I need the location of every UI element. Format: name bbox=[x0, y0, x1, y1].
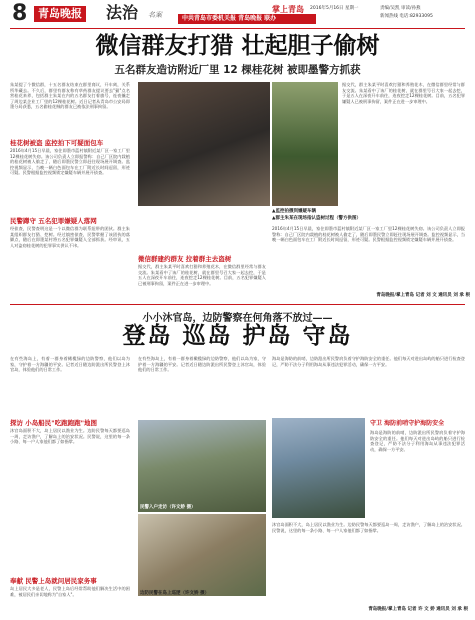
feature-headline: 登岛 巡岛 护岛 守岛 bbox=[122, 323, 353, 349]
lead-subhead-3: 微信群建约群友 拉着群主去盗树 bbox=[138, 255, 232, 263]
lead-paragraph-1: 2016年4月15日早晨，家住即墨市蓝村镇附近某厂区一家工厂里12棵桂花树失窃。该公司负责人立即报警称：自己厂区院内栽植的桂花树被人偷走了，随后即墨民警立即赶往现场展开调查。监控视频显示，当晚一辆白色面包车在工厂附近长时间逗留，形迹可疑。民警根据监控视频锁定嫌疑车辆并展开侦查。 bbox=[10, 148, 130, 176]
feature-subhead-3: 奉献 民警上岛就问居民家务事 bbox=[10, 577, 97, 585]
feature-photo-caption-2: 边防民警在岛上巡逻（许文娇 摄） bbox=[140, 591, 210, 596]
lead-byline: 青岛晚报/掌上青岛 记者 刘 文 通讯员 刘 承 根 bbox=[376, 293, 470, 298]
lead-intro: 朱某提了个微信群，十五名群友结束在群里商议，开车离，关系所华藏去。不久后，群里有群友称有草药群友提议要去"猫"点名营桂花来养，包括群主朱某在内的五名群友打着旗号，连夜撬走了周边某企业工厂里的12棵桂花树。近日记者从青岛市公安局即墨分局获悉，五名偷桂花贼的群友已被依法刑事拘留。 bbox=[10, 82, 130, 110]
masthead bbox=[0, 0, 475, 30]
feature-photo-2 bbox=[138, 514, 266, 596]
lead-paragraph-2: 经侦查，民警查明这是一个以微信群为联系纽带的团伙。群主朱某组织群友打猎、挖树。经过缜密侦查，民警掌握了该团伙的落脚点，随后在即墨某村将五名犯罪嫌疑人全部抓获。经审讯，五人对盗窃桂花树的犯罪事实供认不讳。 bbox=[10, 226, 130, 248]
phone: 新闻热线 电话:82933095 bbox=[380, 14, 433, 19]
date: 2016年5月16日 星期一 bbox=[310, 6, 359, 11]
lead-subhead-1: 桂花树被盗 监控拍下可疑面包车 bbox=[10, 139, 104, 147]
section-divider bbox=[10, 304, 465, 305]
feature-col3-text: 海岛是海防的前哨，边防派出所民警肩负着守护海防安全的重任。他们每天对进出岛屿的船只进行检查登记，严防不法分子利用海岛从事违法犯罪活动，确保一方平安。 bbox=[272, 356, 465, 367]
lead-photo-caption-2: ▲群主朱某在现场指认盗树过程（警方供图） bbox=[272, 216, 361, 221]
lead-paragraph-3: 据交代，群主朱某平时喜欢打猎和养殖花木，在微信群里经常与群友交流。朱某看中了该厂的桂花树，就在群里号召大家一起去挖，于是五人在深夜开车前往，连夜挖走12棵桂花树。目前，五名犯罪嫌疑人已被刑事拘留，案件正在进一步审理中。 bbox=[138, 264, 266, 286]
section-en: 名案 bbox=[148, 11, 162, 19]
app-logo: 掌上青岛 bbox=[272, 5, 304, 14]
feature-photo-caption-1: 民警入户走访（许文娇 摄） bbox=[140, 505, 196, 510]
feature-intro: 在有些海岛上，有着一群身着橄榄绿的边防警察，他们以岛为家，守护着一方海疆的平安。记者近日随边防派出所民警登上沐官岛，体验他们的日常工作。 bbox=[10, 356, 130, 373]
feature-subhead-2: 守卫 海防前哨守护海防安全 bbox=[370, 420, 445, 427]
paper-logo: 青岛晚报 bbox=[34, 6, 86, 22]
section-title: 法治 bbox=[106, 3, 139, 22]
masthead-bar-text: 中共青岛市委机关报 青岛晚报 联办 bbox=[182, 15, 277, 22]
feature-paragraph-1: 沐官岛面积不大，岛上居民以渔业为生。边防民警每天都要巡岛一周，走访渔户，了解岛上的治安状况。民警说，这里的每一条小路、每一户人家他们都了如指掌。 bbox=[10, 428, 130, 445]
lead-photo-car bbox=[138, 82, 270, 206]
masthead-rule bbox=[10, 28, 465, 29]
feature-byline: 青岛晚报/掌上青岛 记者 许 文 娇 通讯员 刘 承 根 bbox=[368, 607, 468, 612]
feature-photo-1 bbox=[138, 420, 266, 512]
lead-photo-tree bbox=[272, 82, 338, 206]
lead-headline: 微信群友打猎 壮起胆子偷树 bbox=[95, 33, 380, 59]
feature-col2-text: 在有些海岛上，有着一群身着橄榄绿的边防警察，他们以岛为家，守护着一方海疆的平安。记者近日随边防派出所民警登上沐官岛，体验他们的日常工作。 bbox=[138, 356, 266, 373]
feature-photo-3 bbox=[272, 418, 365, 518]
feature-subhead-1: 探访 小岛船民"吃跑跑跑"地图 bbox=[10, 419, 98, 427]
editor: 责编/吴凯 审读/孙燕 bbox=[380, 6, 421, 11]
feature-col3-bottom-text: 沐官岛面积不大，岛上居民以渔业为生。边防民警每天都要巡岛一周，走访渔户，了解岛上的治安状况。民警说，这里的每一条小路、每一户人家他们都了如指掌。 bbox=[272, 522, 465, 533]
feature-paragraph-3: 岛上居民大多是老人，民警上岛后经常帮助他们解决生活中的困难，被居民们亲切地称为"自家人"。 bbox=[10, 586, 130, 597]
lead-subhead-2: 民警蹲守 五名犯罪嫌疑人落网 bbox=[10, 217, 97, 225]
lead-text-right-col: 据交代，群主朱某平时喜欢打猎和养殖花木，在微信群里经常与群友交流。朱某看中了该厂的桂花树，就在群里号召大家一起去挖，于是五人在深夜开车前往，连夜挖走12棵桂花树。目前，五名犯罪嫌疑人已被刑事拘留，案件正在进一步审理中。 bbox=[342, 82, 465, 104]
lead-photo-caption-1: ▲监控拍摄到嫌疑车辆 bbox=[272, 209, 316, 214]
feature-paragraph-2: 海岛是海防的前哨，边防派出所民警肩负着守护海防安全的重任。他们每天对进出岛屿的船只进行检查登记，严防不法分子利用海岛从事违法犯罪活动，确保一方平安。 bbox=[370, 430, 465, 452]
lead-subheadline: 五名群友造访附近厂里 12 棵桂花树 被即墨警方抓获 bbox=[114, 64, 361, 76]
lead-paragraph-4: 2016年4月15日早晨，家住即墨市蓝村镇附近某厂区一家工厂里12棵桂花树失窃。该公司负责人立即报警称：自己厂区院内栽植的桂花树被人偷走了，随后即墨民警立即赶往现场展开调查。监控视频显示，当晚一辆白色面包车在工厂附近长时间逗留，形迹可疑。民警根据监控视频锁定嫌疑车辆并展开侦查。 bbox=[272, 226, 465, 243]
feature-kicker: 小小沐官岛，边防警察在何角落不放过—— bbox=[142, 313, 333, 324]
page-number: 8 bbox=[12, 1, 28, 26]
